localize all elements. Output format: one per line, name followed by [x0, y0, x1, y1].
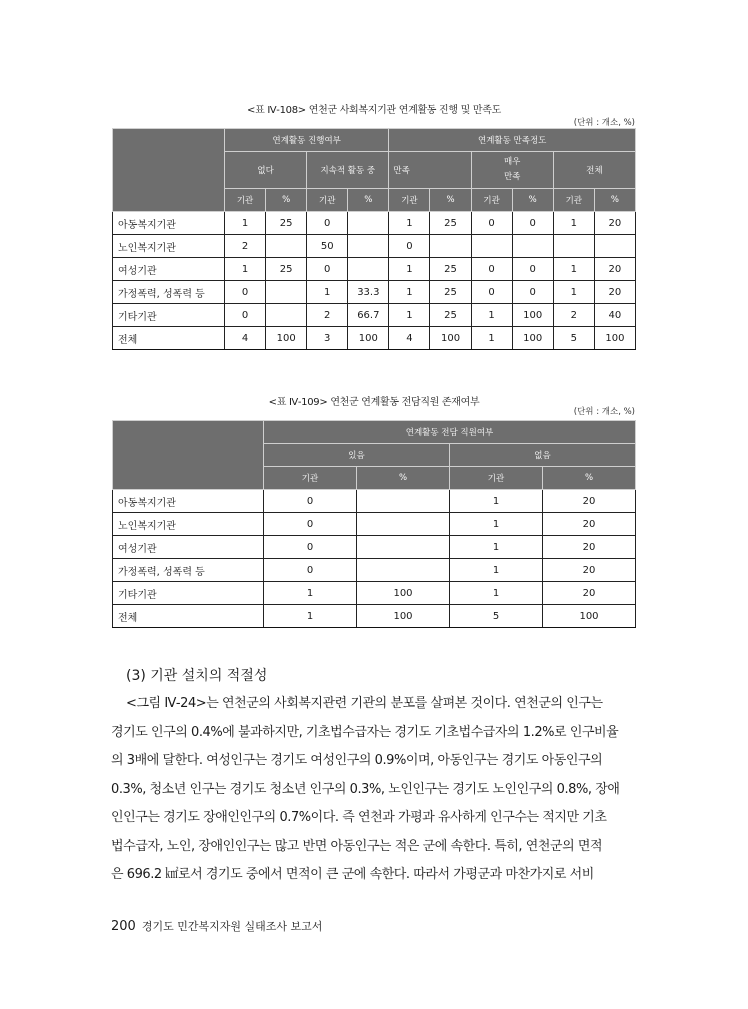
table-cell: 25	[430, 212, 471, 235]
table-cell	[348, 258, 389, 281]
table-cell: 0	[512, 258, 553, 281]
table1-corner	[113, 129, 225, 212]
table-cell: 1	[450, 490, 543, 513]
table-cell: 1	[389, 258, 430, 281]
table1-col-header: %	[594, 189, 635, 212]
table-row	[113, 536, 636, 559]
table-cell: 25	[266, 258, 307, 281]
table1-sub-header: 없다	[225, 152, 307, 189]
table-cell	[348, 235, 389, 258]
table1-col-header: 기관	[389, 189, 430, 212]
table-cell: 0	[471, 258, 512, 281]
section-title: (3) 기관 설치의 적절성	[126, 668, 268, 684]
table-cell: 0	[471, 212, 512, 235]
table-cell: 25	[266, 212, 307, 235]
table-row	[113, 513, 636, 536]
row-label: 아동복지기관	[113, 212, 225, 235]
paragraph-line: 의 3배에 달한다. 여성인구는 경기도 여성인구의 0.9%이며, 아동인구는 경기도 아동인구의	[111, 753, 603, 768]
table-cell: 20	[543, 536, 636, 559]
table2-corner	[113, 421, 264, 490]
table1	[112, 128, 636, 350]
table-cell: 2	[307, 304, 348, 327]
table-cell	[553, 235, 594, 258]
table1-col-header: %	[348, 189, 389, 212]
table1-group-header: 연계활동 진행여부	[225, 129, 389, 152]
table-cell: 1	[450, 582, 543, 605]
table-cell: 3	[307, 327, 348, 350]
table2-sub-header: 있음	[264, 444, 450, 467]
table-cell: 100	[512, 327, 553, 350]
table-cell: 20	[543, 559, 636, 582]
table-row	[113, 327, 636, 350]
table-cell	[357, 490, 450, 513]
table2-col-header: %	[357, 467, 450, 490]
table2-col-header: 기관	[450, 467, 543, 490]
table-cell: 40	[594, 304, 635, 327]
page-footer	[111, 918, 322, 934]
table-cell: 0	[264, 536, 357, 559]
table-cell: 100	[594, 327, 635, 350]
table-cell: 4	[225, 327, 266, 350]
table-cell: 1	[553, 258, 594, 281]
row-label: 전체	[113, 327, 225, 350]
report-title: 경기도 민간복지자원 실태조사 보고서	[141, 920, 323, 933]
table2-unit: (단위 : 개소, %)	[573, 407, 635, 417]
table-cell: 0	[264, 513, 357, 536]
row-label: 가정폭력, 성폭력 등	[113, 559, 264, 582]
table1-col-header: %	[266, 189, 307, 212]
table1-col-header: 기관	[471, 189, 512, 212]
table1-unit: (단위 : 개소, %)	[573, 118, 635, 128]
table-cell: 25	[430, 304, 471, 327]
table-cell: 1	[553, 212, 594, 235]
row-label: 아동복지기관	[113, 490, 264, 513]
table1-sub-header: 매우 만족	[471, 152, 553, 189]
page-number: 200	[111, 919, 136, 934]
table-row	[113, 490, 636, 513]
table-cell: 1	[471, 304, 512, 327]
table-cell: 1	[450, 559, 543, 582]
row-label: 노인복지기관	[113, 235, 225, 258]
table2-col-header: %	[543, 467, 636, 490]
table2	[112, 420, 636, 628]
table-row	[113, 582, 636, 605]
table-row	[113, 605, 636, 628]
table-cell: 1	[389, 212, 430, 235]
table1-caption: <표 Ⅳ-108> 연천군 사회복지기관 연계활동 진행 및 만족도	[247, 105, 501, 116]
table2-group-header: 연계활동 전담 직원여부	[264, 421, 636, 444]
table-cell: 1	[225, 258, 266, 281]
table1-col-header: 기관	[307, 189, 348, 212]
row-label: 전체	[113, 605, 264, 628]
table-cell: 1	[389, 281, 430, 304]
paragraph-line: 경기도 인구의 0.4%에 불과하지만, 기초법수급자는 경기도 기초법수급자의 1.2%로 인구비율	[111, 724, 619, 740]
table-cell: 5	[553, 327, 594, 350]
table-cell: 20	[543, 582, 636, 605]
table-cell: 1	[450, 536, 543, 559]
table-cell: 4	[389, 327, 430, 350]
table-cell	[471, 235, 512, 258]
table-cell: 0	[225, 281, 266, 304]
table-cell: 1	[307, 281, 348, 304]
table-cell: 0	[512, 212, 553, 235]
table-row	[113, 212, 636, 235]
paragraph-line: 0.3%, 청소년 인구는 경기도 청소년 인구의 0.3%, 노인인구는 경기도 노인인구의 0.8%, 장애	[111, 781, 620, 797]
body-paragraph	[111, 690, 635, 890]
paragraph-line: 은 696.2 ㎢로서 경기도 중에서 면적이 큰 군에 속한다. 따라서 가평군과 마찬가지로 서비	[111, 867, 594, 882]
table-cell: 0	[307, 258, 348, 281]
table-cell: 100	[357, 582, 450, 605]
table-cell: 20	[543, 490, 636, 513]
table-cell	[357, 536, 450, 559]
table1-sub-header: 지속적 활동 중	[307, 152, 389, 189]
table-cell	[594, 235, 635, 258]
table-cell: 100	[512, 304, 553, 327]
table-cell: 0	[471, 281, 512, 304]
table-cell	[266, 304, 307, 327]
table-cell: 100	[430, 327, 471, 350]
table-cell: 1	[225, 212, 266, 235]
table-cell: 100	[348, 327, 389, 350]
table-cell: 66.7	[348, 304, 389, 327]
table-cell: 1	[389, 304, 430, 327]
table1-sub-header: 전체	[553, 152, 635, 189]
row-label: 가정폭력, 성폭력 등	[113, 281, 225, 304]
table-cell	[348, 212, 389, 235]
row-label: 여성기관	[113, 536, 264, 559]
table-cell: 100	[266, 327, 307, 350]
table-cell: 1	[264, 605, 357, 628]
table-cell: 5	[450, 605, 543, 628]
table2-col-header: 기관	[264, 467, 357, 490]
table-row	[113, 235, 636, 258]
table2-sub-header: 없음	[450, 444, 636, 467]
table1-sub-header: 만족	[389, 152, 471, 189]
table-cell: 2	[225, 235, 266, 258]
table-cell: 100	[357, 605, 450, 628]
table-row	[113, 281, 636, 304]
table-cell	[357, 513, 450, 536]
table-cell: 20	[594, 258, 635, 281]
row-label: 여성기관	[113, 258, 225, 281]
table-cell: 1	[450, 513, 543, 536]
row-label: 기타기관	[113, 304, 225, 327]
table-cell: 0	[225, 304, 266, 327]
table-cell: 0	[389, 235, 430, 258]
table1-col-header: 기관	[553, 189, 594, 212]
table-cell: 20	[594, 212, 635, 235]
table-cell: 2	[553, 304, 594, 327]
table-cell	[430, 235, 471, 258]
table-cell: 1	[471, 327, 512, 350]
table-cell: 1	[264, 582, 357, 605]
table-cell: 0	[264, 490, 357, 513]
table-cell: 0	[307, 212, 348, 235]
table1-col-header: %	[512, 189, 553, 212]
table-cell	[357, 559, 450, 582]
table-cell: 25	[430, 281, 471, 304]
table-cell: 0	[512, 281, 553, 304]
table-cell: 33.3	[348, 281, 389, 304]
table-cell: 50	[307, 235, 348, 258]
table1-group-header: 연계활동 만족정도	[389, 129, 636, 152]
table2-caption: <표 Ⅳ-109> 연천군 연계활동 전담직원 존재여부	[268, 397, 480, 408]
table-cell: 0	[264, 559, 357, 582]
table-cell: 20	[543, 513, 636, 536]
table-cell: 20	[594, 281, 635, 304]
table-cell: 100	[543, 605, 636, 628]
table1-col-header: %	[430, 189, 471, 212]
table-cell: 1	[553, 281, 594, 304]
paragraph-line: <그림 Ⅳ-24>는 연천군의 사회복지관련 기관의 분포를 살펴본 것이다. 연천군의 인구는	[126, 696, 603, 711]
table-row	[113, 559, 636, 582]
table-cell: 25	[430, 258, 471, 281]
paragraph-line: 인인구는 경기도 장애인인구의 0.7%이다. 즉 연천과 가평과 유사하게 인구수는 적지만 기초	[111, 810, 607, 825]
paragraph-line: 법수급자, 노인, 장애인인구는 많고 반면 아동인구는 적은 군에 속한다. 특히, 연천군의 면적	[111, 838, 603, 854]
table1-col-header: 기관	[225, 189, 266, 212]
table-cell	[266, 281, 307, 304]
table-cell	[512, 235, 553, 258]
table-row	[113, 258, 636, 281]
table-cell	[266, 235, 307, 258]
row-label: 기타기관	[113, 582, 264, 605]
table-row	[113, 304, 636, 327]
row-label: 노인복지기관	[113, 513, 264, 536]
